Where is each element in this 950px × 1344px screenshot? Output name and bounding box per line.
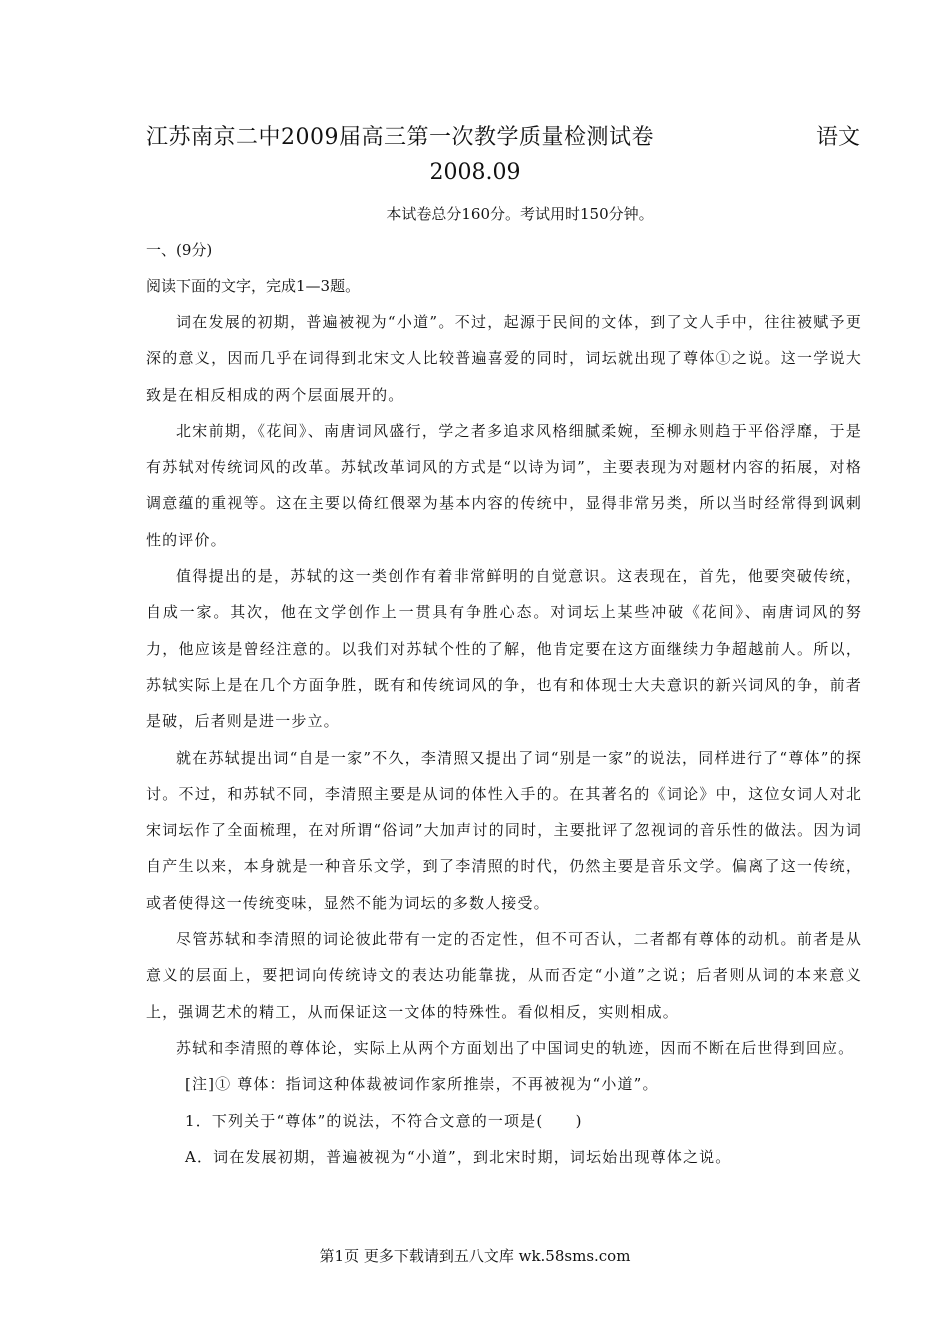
paragraph: 值得提出的是，苏轼的这一类创作有着非常鲜明的自觉意识。这表现在，首先，他要突破传统，自成一家。其次，他在文学创作上一贯具有争胜心态。对词坛上某些冲破《花间》、南唐词风的努力，他应该是曾经注意的。以我们对苏轼个性的了解，他肯定要在这方面继续力争超越前人。所以，苏轼实际上是在几个方面争胜，既有和传统词风的争，也有和体现士大夫意识的新兴词风的争，前者是破，后者则是进一步立。: [146, 567, 862, 731]
footnote: [注]① 尊体：指词这种体裁被词作家所推崇，不再被视为“小道”。: [185, 1075, 659, 1094]
paragraph: 苏轼和李清照的尊体论，实际上从两个方面划出了中国词史的轨迹，因而不断在后世得到回应。: [176, 1038, 855, 1057]
paragraph: 词在发展的初期，普遍被视为“小道”。不过，起源于民间的文体，到了文人手中，往往被赋予更深的意义，因而几乎在词得到北宋文人比较普遍喜爱的同时，词坛就出现了尊体①之说。这一学说大致是在相反相成的两个层面展开的。: [146, 313, 862, 404]
page-footer: 第1页 更多下载请到五八文库 wk.58sms.com: [319, 1247, 631, 1265]
section-heading: 一、(9分): [146, 241, 213, 259]
title-line: [146, 120, 860, 156]
exam-title: 江苏南京二中2009届高三第一次教学质量检测试卷: [146, 125, 654, 150]
section-instruction: 阅读下面的文字，完成1—3题。: [146, 277, 361, 295]
exam-meta: 本试卷总分160分。考试用时150分钟。: [386, 205, 654, 223]
body-text: [146, 232, 862, 1175]
subject-label: 语文: [815, 125, 860, 150]
question-option-a: A．词在发展初期，普遍被视为“小道”，到北宋时期，词坛始出现尊体之说。: [185, 1147, 732, 1166]
paragraph: 北宋前期，《花间》、南唐词风盛行，学之者多追求风格细腻柔婉，至柳永则趋于平俗浮靡，于是有苏轼对传统词风的改革。苏轼改革词风的方式是“以诗为词”，主要表现为对题材内容的拓展，对格调意蕴的重视等。这在主要以倚红偎翠为基本内容的传统中，显得非常另类，所以当时经常得到讽刺性的评价。: [146, 421, 862, 549]
paragraph: 就在苏轼提出词“自是一家”不久，李清照又提出了词“别是一家”的说法，同样进行了“尊体”的探讨。不过，和苏轼不同，李清照主要是从词的体性入手的。在其著名的《词论》中，这位女词人对北宋词坛作了全面梳理，在对所谓“俗词”大加声讨的同时，主要批评了忽视词的音乐性的做法。因为词自产生以来，本身就是一种音乐文学，到了李清照的时代，仍然主要是音乐文学。偏离了这一传统，或者使得这一传统变味，显然不能为词坛的多数人接受。: [146, 748, 862, 912]
question-stem: 1．下列关于“尊体”的说法，不符合文意的一项是( ): [185, 1111, 583, 1130]
paragraph: 尽管苏轼和李清照的词论彼此带有一定的否定性，但不可否认，二者都有尊体的动机。前者是从意义的层面上，要把词向传统诗文的表达功能靠拢，从而否定“小道”之说；后者则从词的本来意义上，强调艺术的精工，从而保证这一文体的特殊性。看似相反，实则相成。: [146, 930, 862, 1021]
exam-date: 2008.09: [429, 160, 521, 185]
